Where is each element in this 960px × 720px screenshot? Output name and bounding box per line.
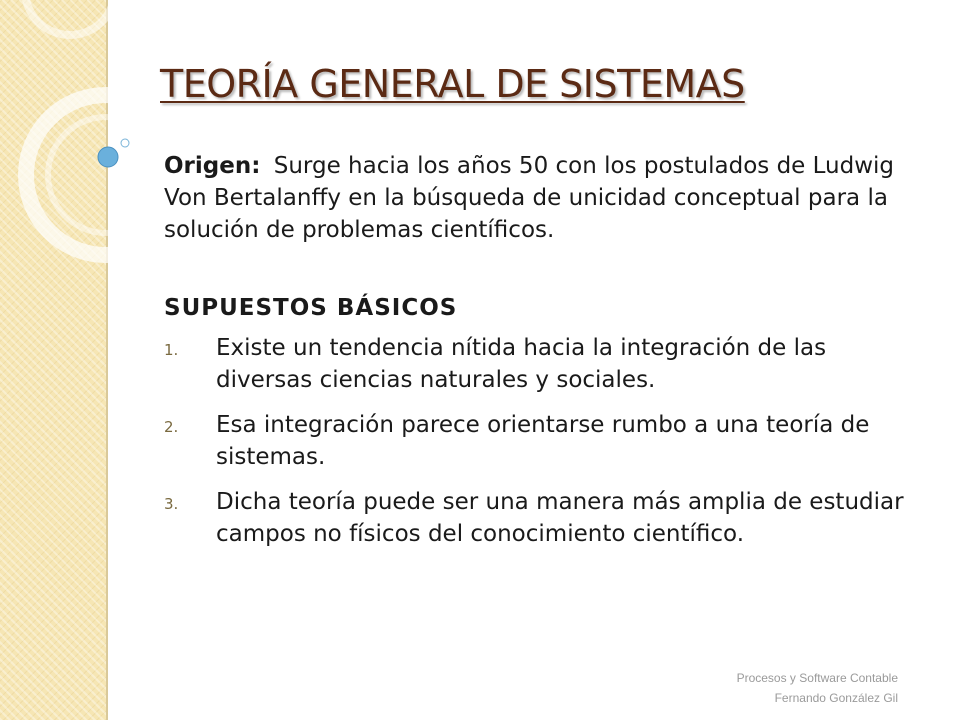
- assumptions-list: [164, 332, 916, 550]
- footer-course: Procesos y Software Contable: [736, 671, 898, 685]
- origin-paragraph: [164, 150, 916, 246]
- list-text: Esa integración parece orientarse rumbo a una teoría de sistemas.: [216, 412, 870, 470]
- section-heading: SUPUESTOS BÁSICOS: [164, 295, 458, 321]
- list-number: 2.: [164, 418, 179, 436]
- slide-footer: [737, 668, 898, 708]
- slide-content: [164, 150, 916, 563]
- list-item: [164, 332, 916, 396]
- footer-author: Fernando González Gil: [774, 691, 898, 705]
- list-number: 1.: [164, 341, 179, 359]
- list-item: [164, 486, 916, 550]
- decor-blue-dot: [98, 147, 118, 167]
- slide-title: TEORÍA GENERAL DE SISTEMAS: [160, 62, 745, 106]
- origin-label: Origen:: [164, 153, 261, 179]
- decor-small-dot: [121, 139, 129, 147]
- list-text: Dicha teoría puede ser una manera más amplia de estudiar campos no físicos del conocimiento científico.: [216, 489, 904, 547]
- list-text: Existe un tendencia nítida hacia la integración de las diversas ciencias naturales y sociales.: [216, 335, 827, 393]
- origin-text: Surge hacia los años 50 con los postulados de Ludwig Von Bertalanffy en la búsqueda de unicidad conceptual para la solución de problemas científicos.: [164, 153, 895, 243]
- list-item: [164, 409, 916, 473]
- decor-ring-inner: [48, 117, 164, 233]
- decor-ring-top: [25, 0, 115, 35]
- list-number: 3.: [164, 495, 179, 513]
